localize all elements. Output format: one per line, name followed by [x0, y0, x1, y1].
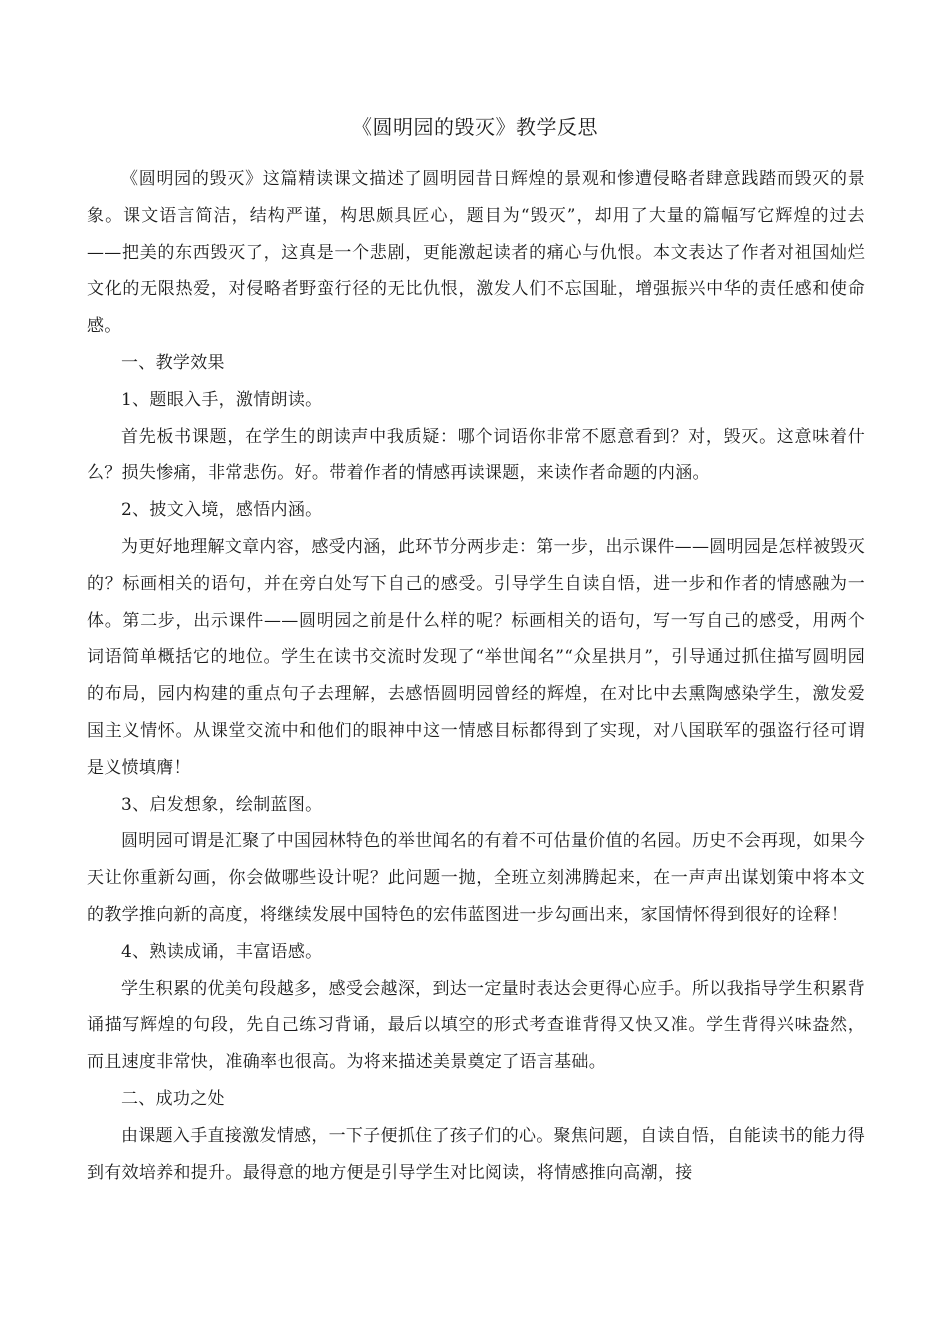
- subheading-3: 3、启发想象，绘制蓝图。: [121, 794, 323, 815]
- section-heading-success: 二、成功之处: [121, 1088, 225, 1109]
- paragraph-1: 首先板书课题，在学生的朗读声中我质疑：哪个词语你非常不愿意看到？对，毁灭。这意味着什么？损失惨痛，非常悲伤。好。带着作者的情感再读课题，来读作者命题的内涵。: [87, 426, 865, 484]
- subheading-1: 1、题眼入手，激情朗读。: [121, 389, 323, 410]
- document-title: 《圆明园的毁灭》教学反思: [352, 115, 598, 139]
- section-heading-teaching-effect: 一、教学效果: [121, 352, 225, 373]
- document-body: [87, 161, 865, 1191]
- subheading-4: 4、熟读成诵，丰富语感。: [121, 941, 323, 962]
- paragraph-3: 圆明园可谓是汇聚了中国园林特色的举世闻名的有着不可估量价值的名园。历史不会再现，如果今天让你重新勾画，你会做哪些设计呢？此问题一抛，全班立刻沸腾起来，在一声声出谋划策中将本文的教学推向新的高度，将继续发展中国特色的宏伟蓝图进一步勾画出来，家国情怀得到很好的诠释！: [87, 831, 865, 925]
- paragraph-4: 学生积累的优美句段越多，感受会越深，到达一定量时表达会更得心应手。所以我指导学生积累背诵描写辉煌的句段，先自己练习背诵，最后以填空的形式考查谁背得又快又准。学生背得兴味盎然，而且速度非常快，准确率也很高。为将来描述美景奠定了语言基础。: [87, 978, 865, 1073]
- intro-paragraph: 《圆明园的毁灭》这篇精读课文描述了圆明园昔日辉煌的景观和惨遭侵略者肆意践踏而毁灭的景象。课文语言简洁，结构严谨，构思颇具匠心，题目为“毁灭”，却用了大量的篇幅写它辉煌的过去——把美的东西毁灭了，这真是一个悲剧，更能激起读者的痛心与仇恨。本文表达了作者对祖国灿烂文化的无限热爱，对侵略者野蛮行径的无比仇恨，激发人们不忘国耻，增强振兴中华的责任感和使命感。: [87, 169, 865, 337]
- paragraph-5: 由课题入手直接激发情感，一下子便抓住了孩子们的心。聚焦问题，自读自悟，自能读书的能力得到有效培养和提升。最得意的地方便是引导学生对比阅读，将情感推向高潮，接: [87, 1125, 865, 1183]
- paragraph-2: 为更好地理解文章内容，感受内涵，此环节分两步走：第一步，出示课件——圆明园是怎样被毁灭的？标画相关的语句，并在旁白处写下自己的感受。引导学生自读自悟，进一步和作者的情感融为一体。第二步，出示课件——圆明园之前是什么样的呢？标画相关的语句，写一写自己的感受，用两个词语简单概括它的地位。学生在读书交流时发现了“举世闻名”“众星拱月”，引导通过抓住描写圆明园的布局，园内构建的重点句子去理解，去感悟圆明园曾经的辉煌，在对比中去熏陶感染学生，激发爱国主义情怀。从课堂交流中和他们的眼神中这一情感目标都得到了实现，对八国联军的强盗行径可谓是义愤填膺！: [87, 536, 865, 778]
- subheading-2: 2、披文入境，感悟内涵。: [121, 500, 323, 521]
